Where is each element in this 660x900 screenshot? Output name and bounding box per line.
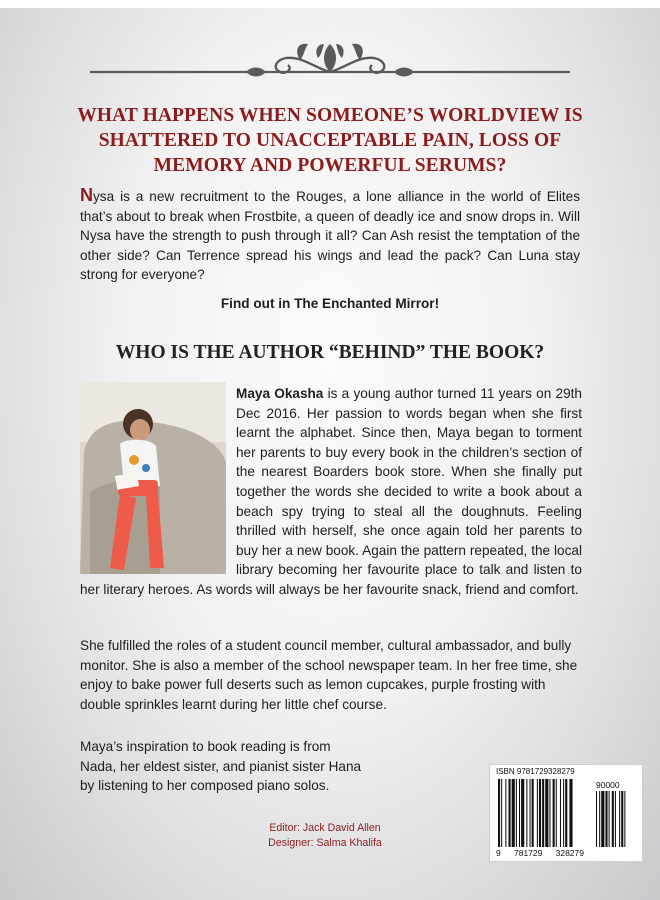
isbn-label: ISBN 9781729328279	[496, 767, 575, 776]
author-photo-illustration	[80, 382, 226, 574]
barcode-digit-right: 328279	[555, 848, 584, 858]
author-heading: WHO IS THE AUTHOR “BEHIND” THE BOOK?	[115, 342, 545, 363]
isbn-barcode	[489, 764, 643, 862]
barcode-digits	[490, 848, 590, 858]
drop-cap: N	[80, 185, 93, 205]
author-name: Maya Okasha	[236, 386, 324, 401]
headline: WHAT HAPPENS WHEN SOMEONE’S WORLDVIEW IS SHATTERED TO UNACCEPTABLE PAIN, LOSS OF MEMORY AND POWERFUL SERUMS?	[77, 105, 583, 176]
price-code: 90000	[596, 780, 620, 790]
author-bio	[80, 384, 582, 600]
top-edge	[0, 0, 660, 8]
bio-text: is a young author turned 11 years on 29th Dec 2016. Her passion to words began when she first learnt the alphabet. Since then, Maya began to torment her parents to buy every book in the children’s section of the nearest Boarders book store. When she finally put together the words she decided to write a book about a beach spy trying to steal all the doughnuts. Feeling thrilled with herself, she once again told her parents to buy her a new book. Again the pattern repeated, the local library becoming her favourite place to talk and listen to her literary heroes. As words will always be her favourite snack, friend and comfort.	[80, 386, 582, 597]
blurb-paragraph	[80, 186, 580, 285]
find-out-line: Find out in The Enchanted Mirror!	[220, 296, 440, 311]
blurb-text: ysa is a new recruitment to the Rouges, a lone alliance in the world of Elites that’s about to break when Frostbite, a queen of deadly ice and snow drops in. Will Nysa have the strength to push through it all? Can Ash resist the temptation of the other side? Can Terrence spread his wings and lead the pack? Can Luna stay strong for everyone?	[80, 189, 580, 283]
editor-credit: Editor: Jack David Allen	[269, 822, 381, 834]
designer-credit: Designer: Salma Khalifa	[268, 837, 382, 849]
barcode-digit-left: 781729	[513, 848, 543, 858]
flourish-ornament-icon	[90, 38, 570, 84]
author-photo	[80, 382, 226, 574]
credits	[240, 821, 410, 851]
inspiration-paragraph: Maya’s inspiration to book reading is from Nada, her eldest sister, and pianist sister Hana by listening to her composed piano solos.	[80, 739, 362, 794]
barcode-digit-lead: 9	[496, 848, 501, 858]
roles-paragraph: She fulfilled the roles of a student council member, cultural ambassador, and bully monitor. She is also a member of the school newspaper team. In her free time, she enjoy to bake power full deserts such as lemon cupcakes, purple frosting with double sprinkles learnt during her little chef course.	[80, 638, 578, 712]
